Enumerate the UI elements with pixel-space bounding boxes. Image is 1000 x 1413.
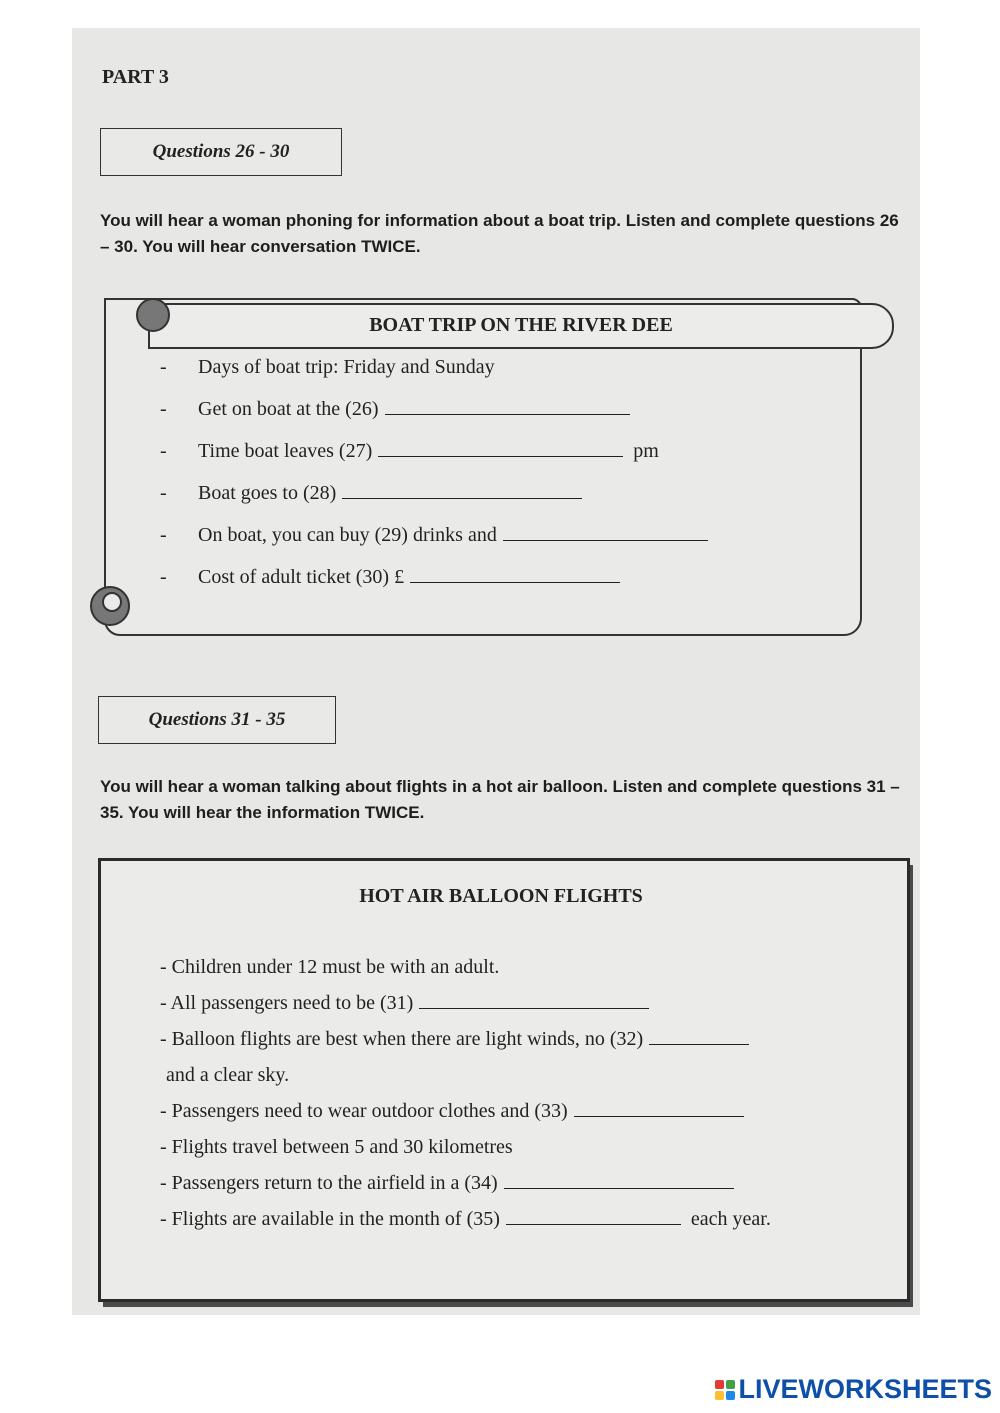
- scroll-curl-bottom-icon: [90, 586, 130, 626]
- part-title: PART 3: [102, 66, 169, 88]
- item-text: Time boat leaves (27): [198, 440, 373, 462]
- item-suffix: each year.: [690, 1208, 771, 1230]
- item-text: Days of boat trip: Friday and Sunday: [198, 356, 495, 378]
- list-bullet: -: [160, 482, 167, 504]
- boat-trip-list: [160, 356, 840, 608]
- balloon-item-clear-sky: [160, 1064, 880, 1100]
- item-text: - Balloon flights are best when there are light winds, no (32): [160, 1028, 644, 1050]
- balloon-item-35: [160, 1208, 880, 1244]
- answer-blank-28[interactable]: [342, 482, 582, 499]
- item-text: - Passengers need to wear outdoor clothes and (33): [160, 1100, 568, 1122]
- answer-blank-26[interactable]: [385, 398, 630, 415]
- answer-blank-35[interactable]: [506, 1208, 681, 1225]
- answer-blank-27[interactable]: [378, 440, 623, 457]
- boat-item-29: [160, 524, 840, 566]
- list-bullet: -: [160, 524, 167, 546]
- list-bullet: -: [160, 356, 167, 378]
- balloon-item-32: [160, 1028, 880, 1064]
- answer-blank-31[interactable]: [419, 992, 649, 1009]
- answer-blank-32[interactable]: [649, 1028, 749, 1045]
- balloon-item-34: [160, 1172, 880, 1208]
- list-bullet: -: [160, 440, 167, 462]
- list-bullet: -: [160, 566, 167, 588]
- logo-mark-icon: [715, 1380, 735, 1400]
- boat-item-26: [160, 398, 840, 440]
- balloon-item-33: [160, 1100, 880, 1136]
- boat-item-days: [160, 356, 840, 398]
- liveworksheets-logo: [715, 1374, 992, 1405]
- balloon-item-distance: [160, 1136, 880, 1172]
- boat-item-30: [160, 566, 840, 608]
- boat-item-27: [160, 440, 840, 482]
- questions-31-35-heading: Questions 31 - 35: [98, 696, 336, 744]
- questions-26-30-heading: Questions 26 - 30: [100, 128, 342, 176]
- item-text: - Passengers return to the airfield in a (34): [160, 1172, 498, 1194]
- item-suffix: pm: [633, 440, 659, 462]
- item-text: and a clear sky.: [166, 1064, 290, 1086]
- answer-blank-29[interactable]: [503, 524, 708, 541]
- logo-text: LIVEWORKSHEETS: [738, 1374, 992, 1404]
- balloon-flights-list: [160, 956, 880, 1244]
- item-text: Boat goes to (28): [198, 482, 337, 504]
- answer-blank-33[interactable]: [574, 1100, 744, 1117]
- item-text: - Flights are available in the month of (35): [160, 1208, 500, 1230]
- item-text: - All passengers need to be (31): [160, 992, 414, 1014]
- item-text: - Children under 12 must be with an adult.: [160, 956, 500, 978]
- item-text: Get on boat at the (26): [198, 398, 379, 420]
- answer-blank-30[interactable]: [410, 566, 620, 583]
- section2-instructions: You will hear a woman talking about flights in a hot air balloon. Listen and complete questions 31 – 35. You will hear the information TWICE.: [100, 777, 900, 822]
- item-text: On boat, you can buy (29) drinks and: [198, 524, 497, 546]
- balloon-item-children: [160, 956, 880, 992]
- list-bullet: -: [160, 398, 167, 420]
- answer-blank-34[interactable]: [504, 1172, 734, 1189]
- balloon-item-31: [160, 992, 880, 1028]
- item-text: - Flights travel between 5 and 30 kilometres: [160, 1136, 513, 1158]
- section1-instructions: You will hear a woman phoning for information about a boat trip. Listen and complete questions 26 – 30. You will hear conversation TWICE.: [100, 211, 899, 256]
- item-text: Cost of adult ticket (30) £: [198, 566, 405, 588]
- balloon-flights-title: HOT AIR BALLOON FLIGHTS: [359, 885, 643, 907]
- scroll-curl-top-icon: [136, 298, 170, 332]
- boat-trip-title: BOAT TRIP ON THE RIVER DEE: [148, 303, 894, 349]
- boat-item-28: [160, 482, 840, 524]
